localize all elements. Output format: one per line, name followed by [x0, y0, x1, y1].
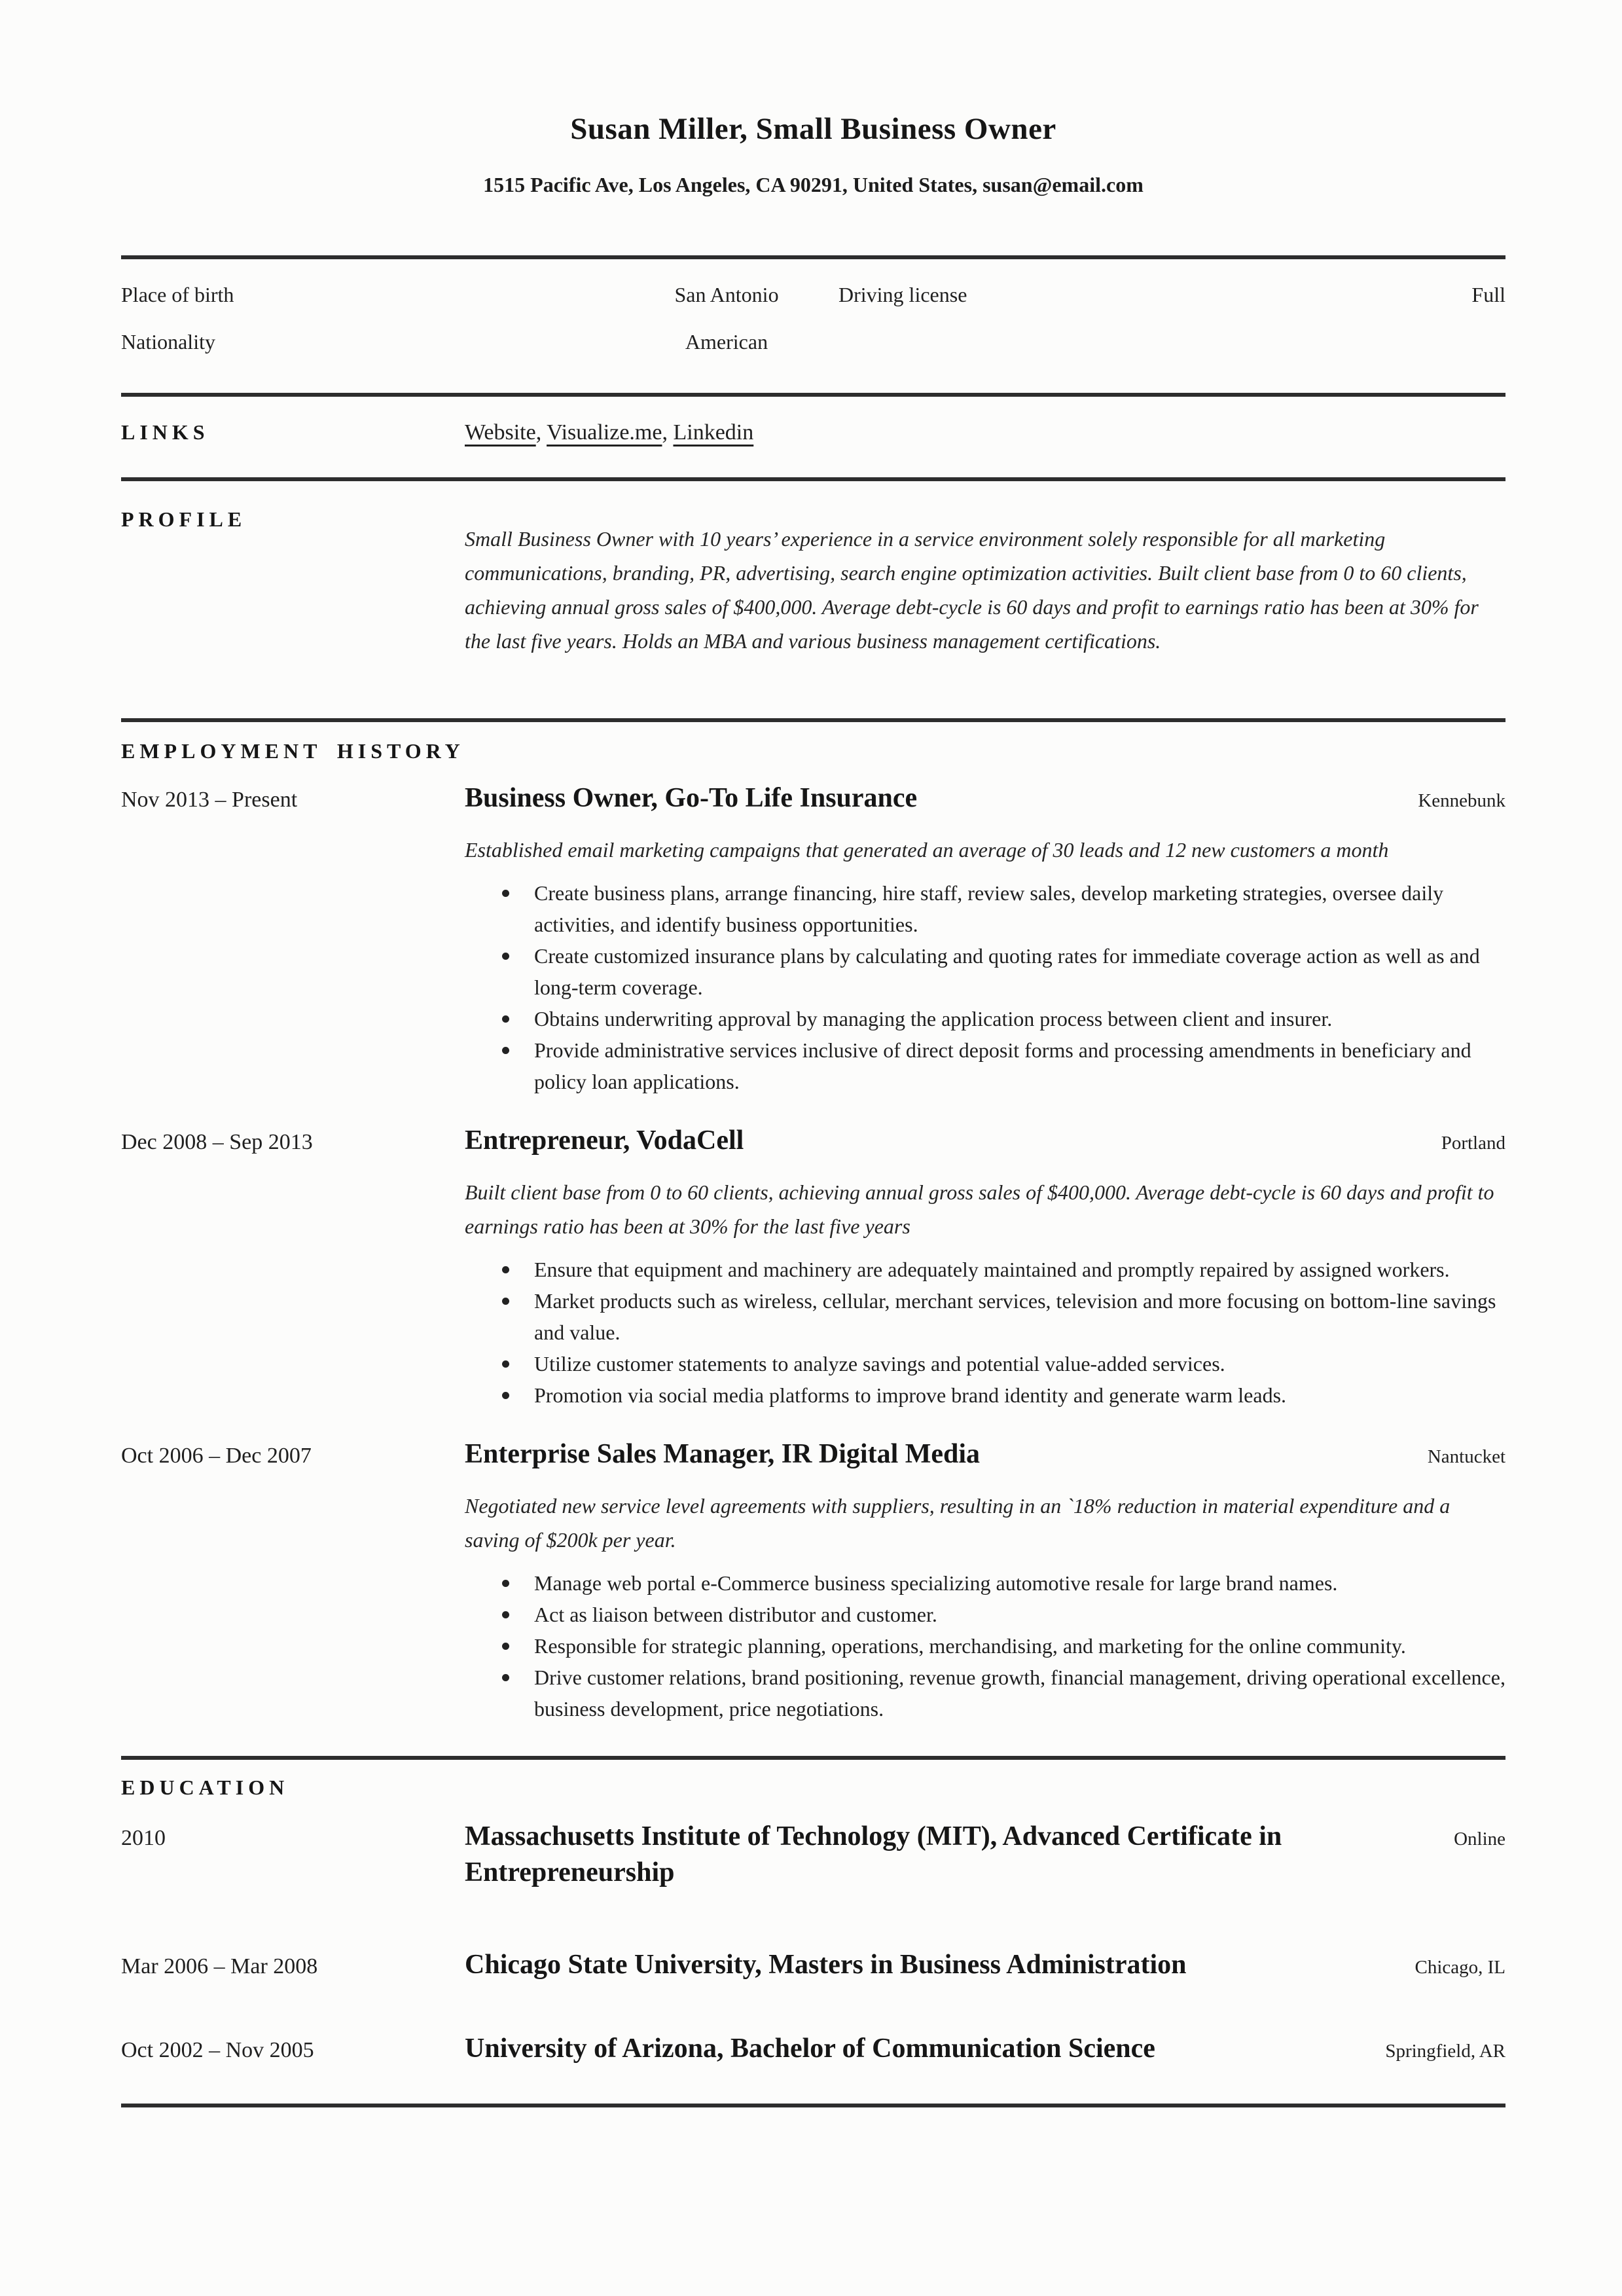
job-entry — [121, 781, 1505, 1097]
job-entry — [121, 1123, 1505, 1411]
job-body — [121, 817, 1505, 1097]
job-body — [121, 1473, 1505, 1724]
education-location: Online — [1454, 1829, 1505, 1850]
education-title-row — [465, 1819, 1505, 1891]
job-dates: Nov 2013 – Present — [121, 788, 298, 812]
job-title-row — [465, 781, 1505, 815]
links-section — [121, 418, 1505, 448]
divider — [121, 255, 1505, 259]
job-bullet-list — [465, 1254, 1505, 1411]
job-location: Kennebunk — [1418, 790, 1505, 811]
job-summary: Built client base from 0 to 60 clients, achieving annual gross sales of $400,000. Average debt-cycle is 60 days and profit to earnings ratio has been at 30% for the last five years — [465, 1180, 1494, 1238]
job-bullet: Promotion via social media platforms to improve brand identity and generate warm leads. — [465, 1379, 1505, 1411]
job-title-row — [465, 1123, 1505, 1157]
job-location: Portland — [1441, 1133, 1505, 1154]
education-dates: 2010 — [121, 1826, 166, 1850]
job-dates: Oct 2006 – Dec 2007 — [121, 1444, 312, 1468]
education-header-row — [121, 1819, 1505, 1891]
contact-line: 1515 Pacific Ave, Los Angeles, CA 90291, United States, susan@email.com — [483, 173, 1144, 196]
education-entry — [121, 1819, 1505, 1891]
nationality-value: American — [685, 330, 768, 354]
job-bullet: Market products such as wireless, cellular, merchant services, television and more focusing on bottom-line savings and value. — [465, 1285, 1505, 1348]
job-bullet: Ensure that equipment and machinery are adequately maintained and promptly repaired by assigned workers. — [465, 1254, 1505, 1285]
education-location: Chicago, IL — [1415, 1957, 1505, 1978]
job-bullet: Obtains underwriting approval by managing the application process between client and insurer. — [465, 1003, 1505, 1034]
divider — [121, 2104, 1505, 2107]
divider — [121, 1756, 1505, 1760]
education-dates: Mar 2006 – Mar 2008 — [121, 1954, 318, 1978]
employment-history-heading: EMPLOYMENT HISTORY — [121, 739, 465, 763]
education-title-row — [465, 2031, 1505, 2067]
profile-heading: PROFILE — [121, 507, 247, 531]
education-title-row — [465, 1947, 1505, 1983]
job-bullet: Utilize customer statements to analyze savings and potential value-added services. — [465, 1348, 1505, 1379]
job-bullet: Create customized insurance plans by calculating and quoting rates for immediate coverage action as well as and long-term coverage. — [465, 940, 1505, 1003]
links-list — [465, 418, 1505, 448]
job-body — [121, 1159, 1505, 1411]
job-summary: Established email marketing campaigns that generated an average of 30 leads and 12 new customers a month — [465, 838, 1389, 862]
profile-section — [121, 505, 1505, 658]
education-dates: Oct 2002 – Nov 2005 — [121, 2038, 314, 2062]
job-header-row — [121, 1123, 1505, 1159]
job-bullet: Responsible for strategic planning, operations, merchandising, and marketing for the online community. — [465, 1630, 1505, 1662]
personal-details-row-1 — [121, 280, 1505, 309]
education-location: Springfield, AR — [1385, 2041, 1505, 2062]
job-title: Enterprise Sales Manager, IR Digital Media — [465, 1439, 981, 1469]
place-of-birth-value: San Antonio — [674, 283, 779, 306]
profile-text: Small Business Owner with 10 years’ experience in a service environment solely responsible for all marketing communications, branding, PR, advertising, search engine optimization activities. Built client base from 0 to 60 clients, achieving annual gross sales of $400,000. Average debt-cycle is 60 days and profit to earnings ratio has been at 30% for the last five years. Holds an MBA and various business management certifications. — [465, 527, 1479, 653]
driving-license-value: Full — [1471, 283, 1505, 306]
links-heading: LINKS — [121, 420, 209, 444]
education-header-row — [121, 1947, 1505, 1984]
education-entry — [121, 2031, 1505, 2068]
education-title: University of Arizona, Bachelor of Communication Science — [465, 2033, 1155, 2064]
link-separator: , — [662, 420, 674, 445]
job-bullet: Create business plans, arrange financing, hire staff, review sales, develop marketing strategies, oversee daily activities, and identify business opportunities. — [465, 877, 1505, 940]
driving-license-label: Driving license — [838, 283, 967, 306]
job-title: Entrepreneur, VodaCell — [465, 1125, 744, 1156]
job-bullet: Manage web portal e-Commerce business specializing automotive resale for large brand names. — [465, 1567, 1505, 1599]
job-header-row — [121, 781, 1505, 817]
job-title: Business Owner, Go-To Life Insurance — [465, 783, 918, 813]
visualize-me-link[interactable]: Visualize.me — [547, 420, 662, 445]
job-bullet-list — [465, 1567, 1505, 1724]
place-of-birth-label: Place of birth — [121, 283, 234, 306]
personal-details-row-2 — [121, 327, 1505, 356]
divider — [121, 477, 1505, 481]
education-title: Chicago State University, Masters in Business Administration — [465, 1950, 1187, 1980]
job-header-row — [121, 1437, 1505, 1473]
job-bullet: Drive customer relations, brand positioning, revenue growth, financial management, driving operational excellence, business development, price negotiations. — [465, 1662, 1505, 1724]
job-bullet: Provide administrative services inclusive of direct deposit forms and processing amendments in beneficiary and policy loan applications. — [465, 1034, 1505, 1097]
job-summary: Negotiated new service level agreements with suppliers, resulting in an `18% reduction in material expenditure and a saving of $200k per year. — [465, 1494, 1451, 1552]
page-title: Susan Miller, Small Business Owner — [570, 112, 1056, 146]
nationality-label: Nationality — [121, 330, 215, 354]
job-bullet: Act as liaison between distributor and customer. — [465, 1599, 1505, 1630]
job-title-row — [465, 1437, 1505, 1471]
education-heading: EDUCATION — [121, 1776, 289, 1799]
job-entry — [121, 1437, 1505, 1724]
job-bullet-list — [465, 877, 1505, 1097]
education-title: Massachusetts Institute of Technology (MIT), Advanced Certificate in Entrepreneurship — [465, 1821, 1282, 1887]
job-dates: Dec 2008 – Sep 2013 — [121, 1130, 313, 1154]
divider — [121, 393, 1505, 397]
education-header-row — [121, 2031, 1505, 2068]
education-entry — [121, 1947, 1505, 1984]
website-link[interactable]: Website — [465, 420, 536, 445]
link-separator: , — [535, 420, 547, 445]
linkedin-link[interactable]: Linkedin — [673, 420, 754, 445]
job-location: Nantucket — [1427, 1446, 1505, 1467]
divider — [121, 718, 1505, 722]
